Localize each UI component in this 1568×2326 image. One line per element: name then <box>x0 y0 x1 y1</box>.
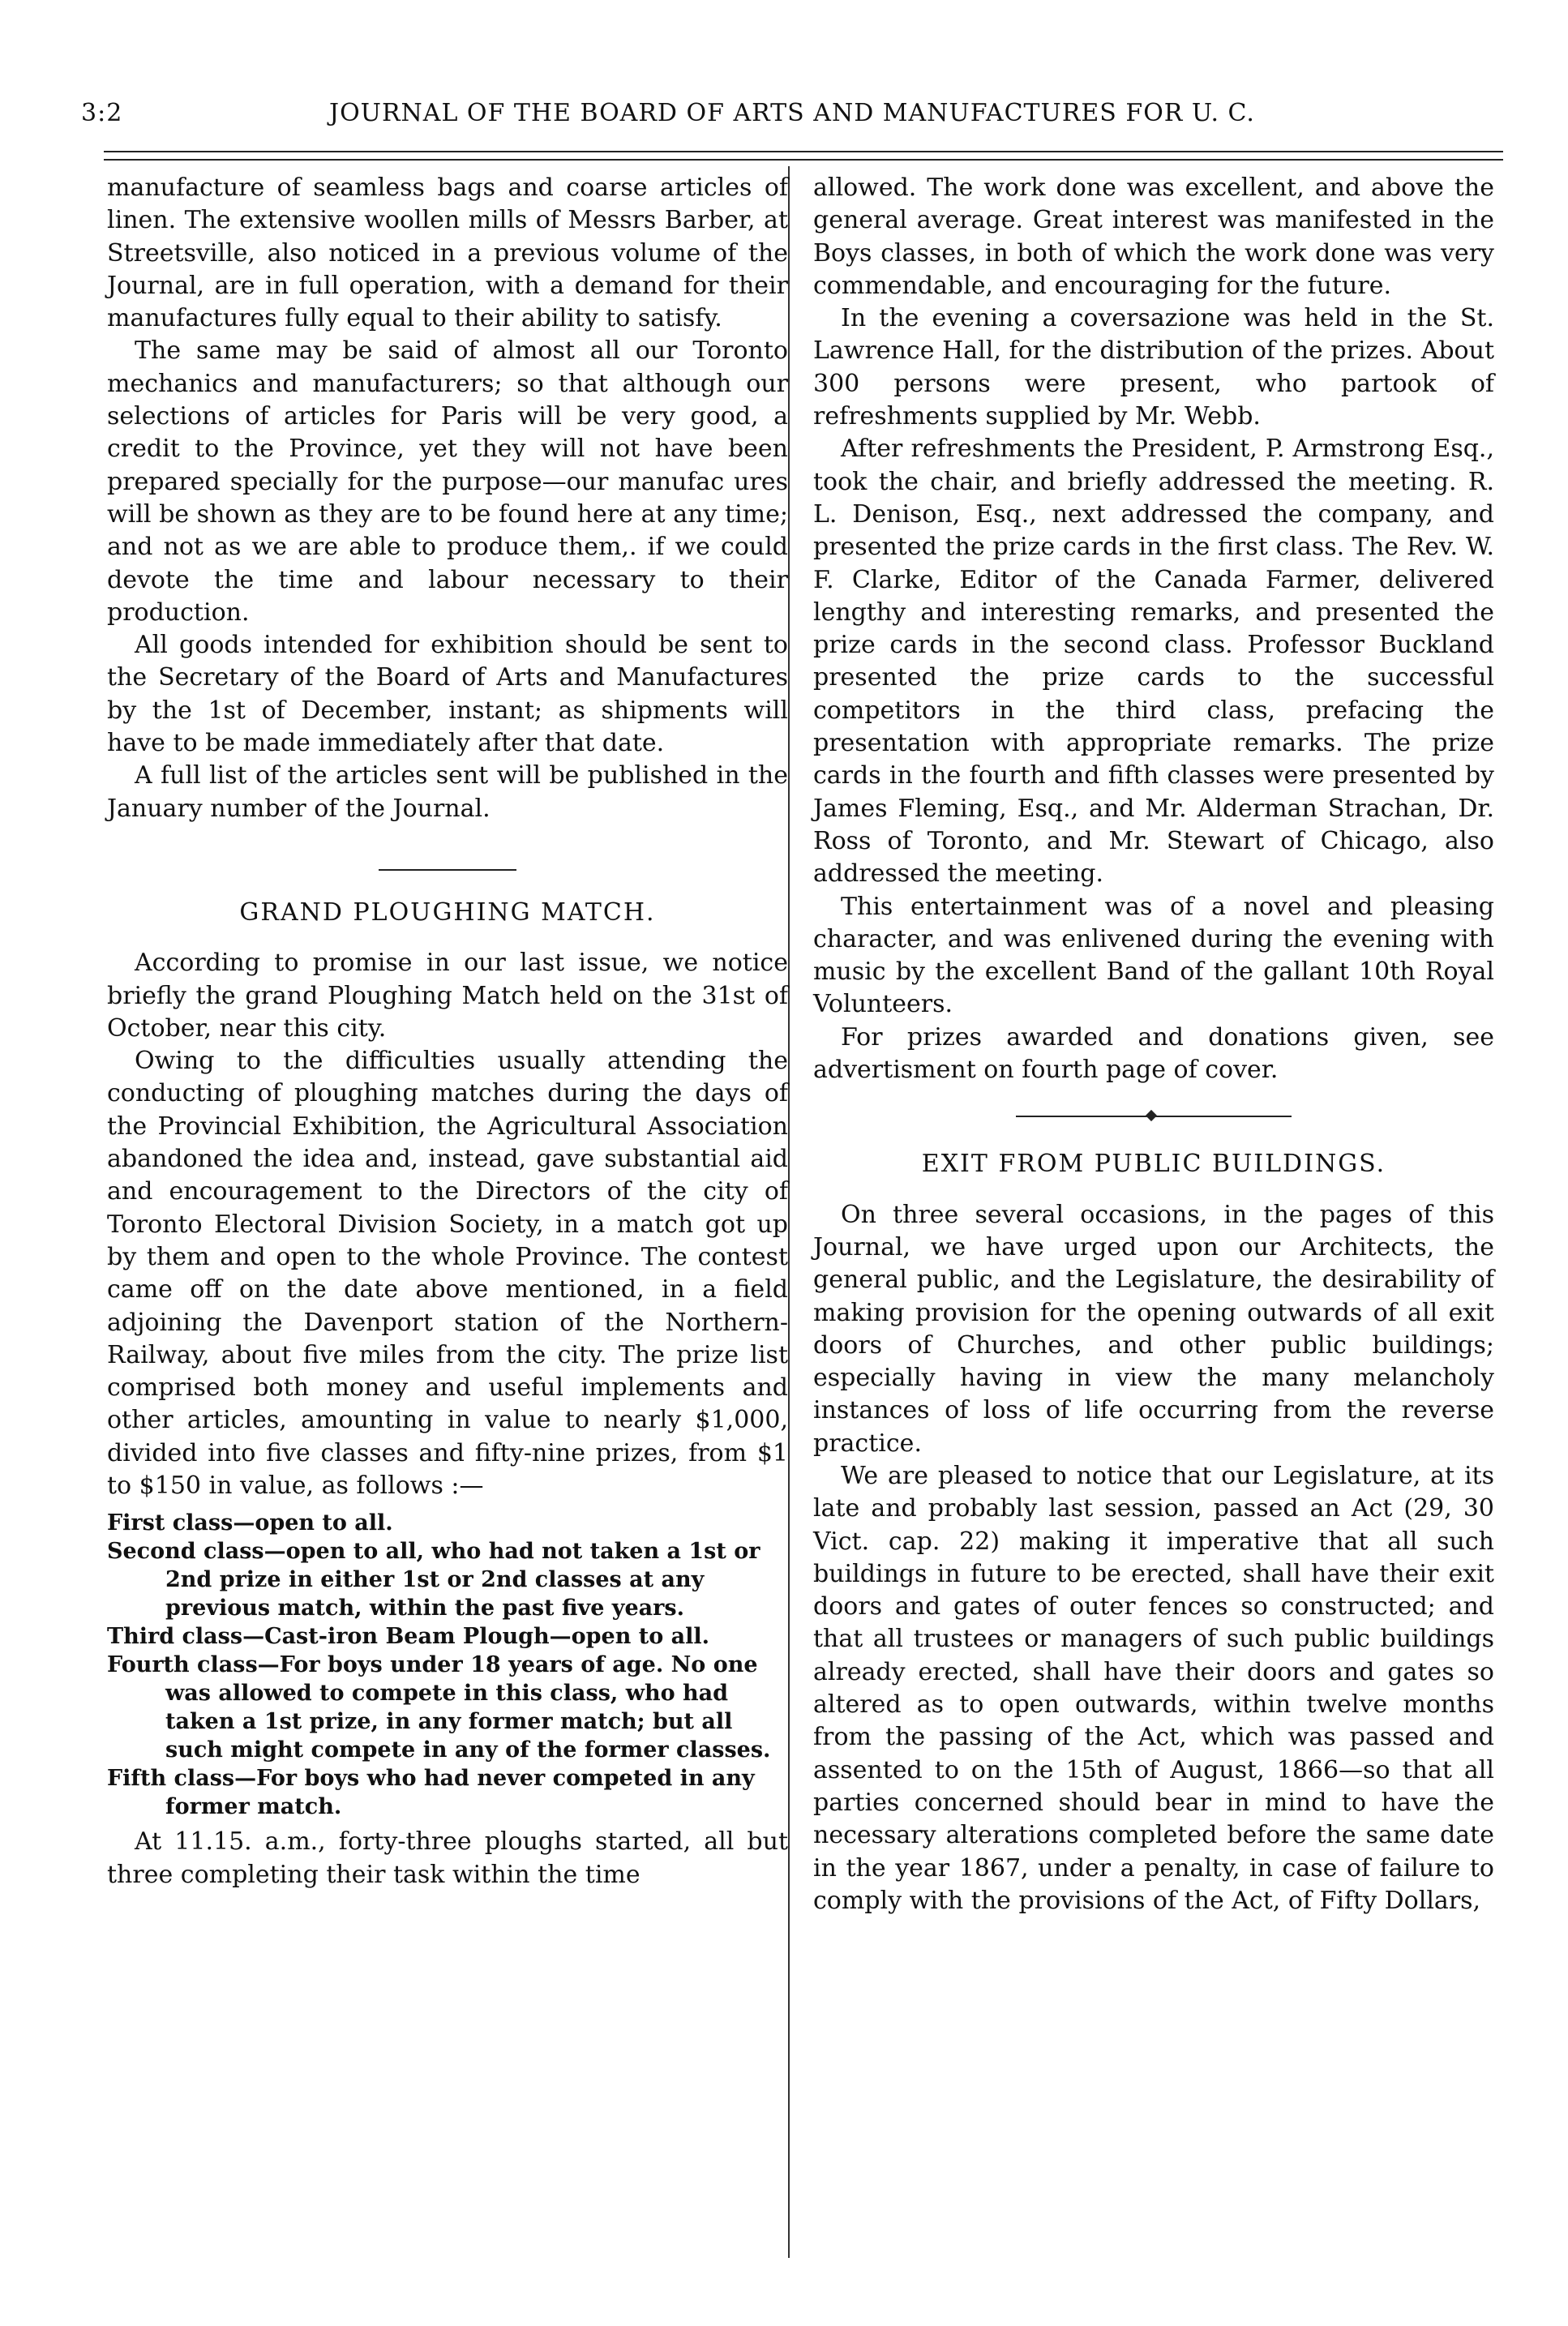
paragraph: allowed. The work done was excellent, and above the general average. Great interest was manifested in the Boys classes, in both of which the work done was very commendable, and encouraging for the future. <box>813 173 1494 300</box>
paragraph: In the evening a coversazione was held in the St. Lawrence Hall, for the distribution of the prizes. About 300 persons were present, who partook of refreshments supplied by Mr. Webb. <box>813 304 1494 431</box>
paragraph: According to promise in our last issue, we notice briefly the grand Ploughing Match held on the 31st of October, near this city. <box>107 949 788 1043</box>
prize-class-item: Fourth class—For boys under 18 years of age. No one was allowed to compete in this class, who had taken a 1st prize, in any former match; but all such might compete in any of the former classes. <box>107 1652 771 1763</box>
paragraph: At 11.15. a.m., forty-three ploughs started, all but three completing their task within the time <box>107 1827 788 1889</box>
running-head: JOURNAL OF THE BOARD OF ARTS AND MANUFACTURES FOR U. C. <box>329 99 1255 127</box>
ornament-rule <box>1016 1111 1292 1122</box>
column-divider <box>788 166 790 2258</box>
prize-class-item: First class—open to all. <box>107 1510 393 1536</box>
paragraph: For prizes awarded and donations given, see advertisment on fourth page of cover. <box>813 1022 1494 1085</box>
header-double-rule <box>104 151 1503 161</box>
section-title: EXIT FROM PUBLIC BUILDINGS. <box>921 1150 1386 1179</box>
paragraph: The same may be said of almost all our Toronto mechanics and manufacturers; so that although our selections of articles for Paris will be very good, a credit to the Province, yet they will not have been prepared specially for the purpose—our manufac ures will be shown as they are to be found here at any time; and not as we are able to produce them,. if we could devote the time and labour necessary to their production. <box>107 336 788 627</box>
diamond-ornament-icon <box>1146 1110 1157 1121</box>
left-column <box>107 172 788 1891</box>
right-column <box>813 172 1494 1917</box>
paragraph: manufacture of seamless bags and coarse articles of linen. The extensive woollen mills of Messrs Barber, at Streetsville, also noticed in a previous volume of the Journal, are in full operation, with a demand for their manufactures fully equal to their ability to satisfy. <box>107 173 788 333</box>
section-rule <box>379 869 516 871</box>
prize-class-item: Fifth class—For boys who had never competed in any former match. <box>107 1766 755 1820</box>
paragraph: A full list of the articles sent will be published in the January number of the Journal. <box>107 761 788 823</box>
prize-class-item: Second class—open to all, who had not taken a 1st or 2nd prize in either 1st or 2nd classes at any previous match, within the past five years. <box>107 1539 760 1621</box>
paragraph: All goods intended for exhibition should be sent to the Secretary of the Board of Arts and Manufactures by the 1st of December, instant; as shipments will have to be made immediately after that date. <box>107 631 788 758</box>
paragraph: After refreshments the President, P. Armstrong Esq., took the chair, and briefly addressed the meeting. R. L. Denison, Esq., next addressed the company, and presented the prize cards in the first class. The Rev. W. F. Clarke, Editor of the Canada Farmer, delivered lengthy and interesting remarks, and presented the prize cards in the second class. Professor Buckland presented the prize cards to the successful competitors in the third class, prefacing the presentation with appropriate remarks. The prize cards in the fourth and fifth classes were presented by James Fleming, Esq., and Mr. Alderman Strachan, Dr. Ross of Toronto, and Mr. Stewart of Chicago, also addressed the meeting. <box>813 435 1494 889</box>
page-header <box>81 99 1503 138</box>
page-number: 3:2 <box>81 99 123 127</box>
paragraph: On three several occasions, in the pages of this Journal, we have urged upon our Architects, the general public, and the Legislature, the desirability of making provision for the opening outwards of all exit doors of Churches, and other public buildings; especially having in view the many melancholy instances of loss of life occurring from the reverse practice. <box>813 1200 1494 1458</box>
section-title: GRAND PLOUGHING MATCH. <box>239 897 656 927</box>
paragraph: This entertainment was of a novel and pleasing character, and was enlivened during the evening with music by the excellent Band of the gallant 10th Royal Volunteers. <box>813 892 1494 1019</box>
prize-class-list <box>107 1509 788 1821</box>
paragraph: Owing to the difficulties usually attending the conducting of ploughing matches during the days of the Provincial Exhibition, the Agricultural Association abandoned the idea and, instead, gave substantial aid and encouragement to the Directors of the city of Toronto Electoral Division Society, in a match got up by them and open to the whole Province. The contest came off on the date above mentioned, in a field adjoining the Davenport station of the Northern-Railway, about five miles from the city. The prize list comprised both money and useful implements and other articles, amounting in value to nearly $1,000, divided into five classes and fifty-nine prizes, from $1 to $150 in value, as follows :— <box>107 1047 788 1500</box>
prize-class-item: Third class—Cast-iron Beam Plough—open to all. <box>107 1624 710 1650</box>
paragraph: We are pleased to notice that our Legislature, at its late and probably last session, passed an Act (29, 30 Vict. cap. 22) making it imperative that all such buildings in future to be erected, shall have their exit doors and gates of outer fences so constructed; and that all trustees or managers of such public buildings already erected, shall have their doors and gates so altered as to open outwards, within twelve months from the passing of the Act, which was passed and assented to on the 15th of August, 1866—so that all parties concerned should bear in mind to have the necessary alterations completed before the same date in the year 1867, under a penalty, in case of failure to comply with the provisions of the Act, of Fifty Dollars, <box>813 1461 1494 1915</box>
